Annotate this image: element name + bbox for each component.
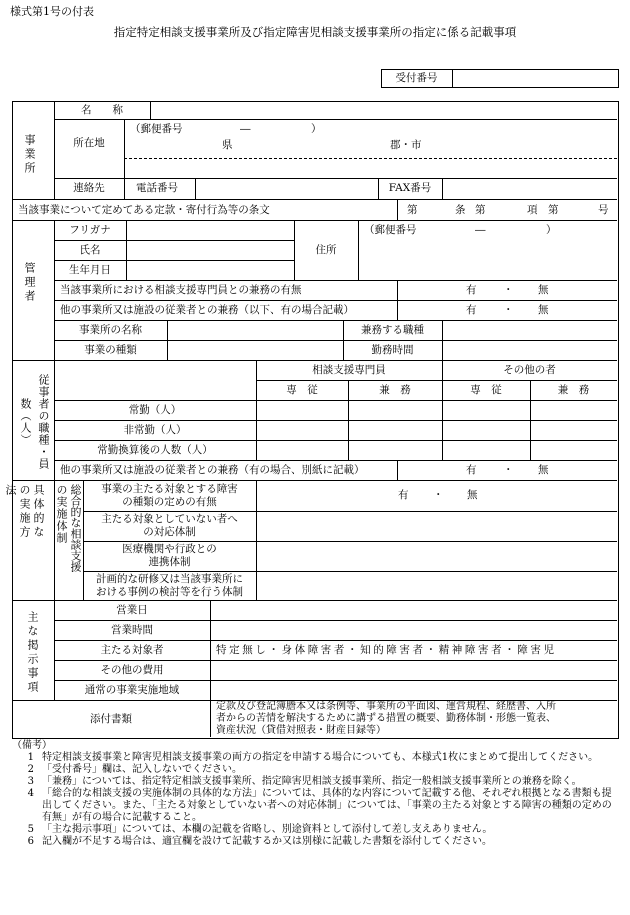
service-area-label: 通常の事業実施地域 (84, 684, 180, 696)
page-title: 指定特定相談支援事業所及び指定障害児相談支援事業所の指定に係る記載事項 (113, 25, 517, 39)
office-section-label: 事業所 (23, 134, 36, 176)
note-text: 「受付番号」欄は、記入しないでください。 (42, 764, 242, 775)
note-item (12, 836, 618, 848)
manager-address-field[interactable] (359, 221, 617, 280)
method-outer-col-2: の実施方 (18, 484, 31, 540)
articles-jou: 条 (455, 204, 466, 216)
manager-address-label: 住所 (315, 244, 337, 256)
specialist-concurrent-header: 兼 務 (379, 384, 411, 396)
office-phone-field[interactable] (196, 179, 378, 198)
form-label: 様式第1号の付表 (10, 5, 94, 18)
business-hours-label: 営業時間 (111, 624, 153, 636)
method-row2-line2: の対応体制 (143, 526, 196, 538)
work-hours-label: 勤務時間 (371, 344, 414, 356)
notes-section (12, 740, 618, 848)
method-dot: ・ (433, 489, 444, 501)
manager-q2-no[interactable]: 無 (538, 304, 549, 316)
method-row4-field[interactable] (257, 572, 617, 600)
staff-converted-label: 常勤換算後の人数（人） (97, 444, 213, 456)
other-office-field[interactable] (168, 321, 343, 340)
others-concurrent-header: 兼 務 (557, 384, 590, 396)
method-row3-line2: 連携体制 (148, 556, 191, 568)
articles-kou: 項 (527, 204, 538, 216)
display-section-label: 主な掲示事項 (26, 611, 39, 695)
manager-q1-dot: ・ (503, 284, 514, 296)
notes-title: （備考） (12, 740, 52, 751)
method-row4-line2: おける事例の検討等を行う体制 (96, 586, 243, 598)
business-days-label: 営業日 (116, 604, 148, 616)
concurrent-role-field[interactable] (443, 321, 617, 340)
note-text: 「総合的な相談支援の実施体制の具体的な方法」については、具体的な内容について記載する他、それぞれ根拠となる書類も提出してください。また、「主たる対象としていない者への対応体制」については、「事業の主たる対象とする障害の種類の定めの有無」が有の場合に記載すること。 (42, 788, 612, 823)
manager-birth-label: 生年月日 (69, 264, 111, 276)
manager-furigana-label: フリガナ (69, 224, 111, 236)
method-inner-col-2: の実施体制 (55, 484, 68, 544)
method-row2-line1: 主たる対象としていない者へ (101, 513, 238, 525)
specialist-dedicated-header: 専 従 (286, 384, 318, 396)
manager-postal-open: （郵便番号 (364, 224, 417, 236)
office-address-label: 所在地 (73, 137, 105, 149)
attachments-label: 添付書類 (90, 713, 132, 725)
articles-label: 当該事業について定めてある定款・寄付行為等の条文 (18, 204, 270, 216)
attachments-line-1: 定款及び登記簿謄本又は条例等、事業所の平面図、運営規程、経歴書、入所 (216, 701, 556, 712)
county-city-label: 郡・市 (390, 139, 422, 151)
note-item (12, 776, 618, 788)
staff-q-no[interactable]: 無 (538, 464, 549, 476)
articles-dai-1: 第 (407, 204, 418, 216)
method-row1-line2: の種類の定めの有無 (122, 496, 217, 508)
articles-dai-3: 第 (548, 204, 559, 216)
note-item (12, 788, 618, 824)
office-fax-label: FAX番号 (388, 182, 432, 194)
attachments-line-2: 者からの苦情を解決するために講ずる措置の概要、勤務体制・形態一覧表、 (216, 713, 556, 724)
office-fax-field[interactable] (443, 179, 617, 198)
note-number: 3 (27, 776, 34, 787)
office-contact-label: 連絡先 (73, 182, 105, 194)
staff-q-dot: ・ (503, 464, 514, 476)
staff-fulltime-label: 常勤（人） (128, 404, 182, 416)
target-options[interactable]: 特定無し・身体障害者・知的障害者・精神障害者・障害児 (216, 644, 557, 656)
prefecture-label: 県 (222, 139, 233, 151)
other-costs-field[interactable] (211, 661, 617, 680)
method-outer-col-1: 具体的な (32, 484, 45, 540)
manager-postal-close: ） (546, 224, 557, 236)
office-name-field[interactable] (151, 102, 617, 119)
business-hours-field[interactable] (211, 621, 617, 640)
note-text: 記入欄が不足する場合は、適宜欄を設けて記載するか又は別様に記載した書類を添付してください。 (42, 836, 492, 847)
work-hours-field[interactable] (443, 341, 617, 360)
method-no[interactable]: 無 (467, 489, 478, 501)
note-number: 1 (27, 752, 34, 763)
manager-q2-dot: ・ (503, 304, 514, 316)
manager-name-field[interactable] (127, 241, 294, 260)
manager-q1-no[interactable]: 無 (538, 284, 549, 296)
others-header: その他の者 (503, 364, 556, 376)
method-yes[interactable]: 有 (398, 489, 409, 501)
note-text: 「主な掲示事項」については、本欄の記載を省略し、別途資料として添付して差し支えありません。 (42, 824, 493, 835)
articles-dai-2: 第 (475, 204, 486, 216)
note-number: 6 (27, 836, 34, 847)
business-days-field[interactable] (211, 601, 617, 620)
staff-count-grid[interactable] (257, 401, 617, 460)
manager-postal-dash: ― (475, 224, 486, 236)
staff-section-col-a: 従事者の職種・員 (37, 374, 50, 470)
other-costs-label: その他の費用 (100, 664, 164, 676)
business-type-field[interactable] (168, 341, 343, 360)
note-item (12, 764, 618, 776)
note-text: 「兼務」については、指定特定相談支援事業所、指定障害児相談支援事業所、指定一般相談支援事業所との兼務を除く。 (42, 776, 582, 787)
manager-q2-yes[interactable]: 有 (466, 304, 477, 316)
note-number: 4 (27, 788, 34, 799)
business-type-label: 事業の種類 (84, 344, 137, 356)
manager-section-label: 管理者 (23, 262, 36, 304)
staff-concurrent-question: 他の事業所又は施設の従業者との兼務（有の場合、別紙に記載） (60, 464, 365, 476)
others-dedicated-header: 専 従 (470, 384, 502, 396)
office-phone-label: 電話番号 (136, 182, 178, 194)
note-item (12, 752, 618, 764)
manager-q1-label: 当該事業所における相談支援専門員との兼務の有無 (60, 284, 302, 296)
office-postal-close: ） (311, 123, 322, 135)
note-number: 2 (27, 764, 34, 775)
manager-name-label: 氏名 (79, 244, 101, 256)
staff-q-yes[interactable]: 有 (466, 464, 477, 476)
method-row2-field[interactable] (257, 512, 617, 541)
method-row3-line1: 医療機関や行政との (122, 543, 217, 555)
office-postal-dash: ― (240, 123, 251, 135)
method-row4-line1: 計画的な研修又は当該事業所に (96, 573, 243, 585)
main-target-label: 主たる対象者 (100, 644, 164, 656)
note-text: 特定相談支援事業と障害児相談支援事業の両方の指定を申請する場合についても、本様式1枚にまとめて提出してください。 (42, 752, 599, 763)
manager-q2-label: 他の事業所又は施設の従業者との兼務（以下、有の場合記載） (60, 304, 354, 316)
specialist-header: 相談支援専門員 (312, 364, 386, 376)
manager-furigana-field[interactable] (127, 221, 294, 240)
method-outer-col-3: 法 (4, 484, 17, 498)
concurrent-role-label: 兼務する職種 (361, 324, 424, 336)
receipt-number-label: 受付番号 (395, 72, 438, 84)
articles-gou: 号 (598, 204, 609, 216)
service-area-field[interactable] (211, 681, 617, 700)
method-inner-col-1: 総合的な相談支援 (69, 484, 82, 572)
office-name-label: 名 称 (81, 104, 123, 116)
manager-q1-yes[interactable]: 有 (466, 284, 477, 296)
other-office-label: 事業所の名称 (79, 324, 142, 336)
method-row1-line1: 事業の主たる対象とする障害 (101, 483, 238, 495)
manager-birth-field[interactable] (127, 261, 294, 280)
note-number: 5 (27, 824, 34, 835)
office-postal-open: （郵便番号 (130, 123, 183, 135)
staff-section-col-b: 数（人） (19, 398, 32, 446)
staff-parttime-label: 非常勤（人） (123, 424, 187, 436)
note-item (12, 824, 618, 836)
receipt-number-field[interactable] (453, 70, 617, 86)
attachments-line-3: 資産状況（貸借対照表・財産目録等） (216, 725, 386, 736)
method-row3-field[interactable] (257, 542, 617, 571)
office-address-field[interactable] (125, 120, 617, 177)
